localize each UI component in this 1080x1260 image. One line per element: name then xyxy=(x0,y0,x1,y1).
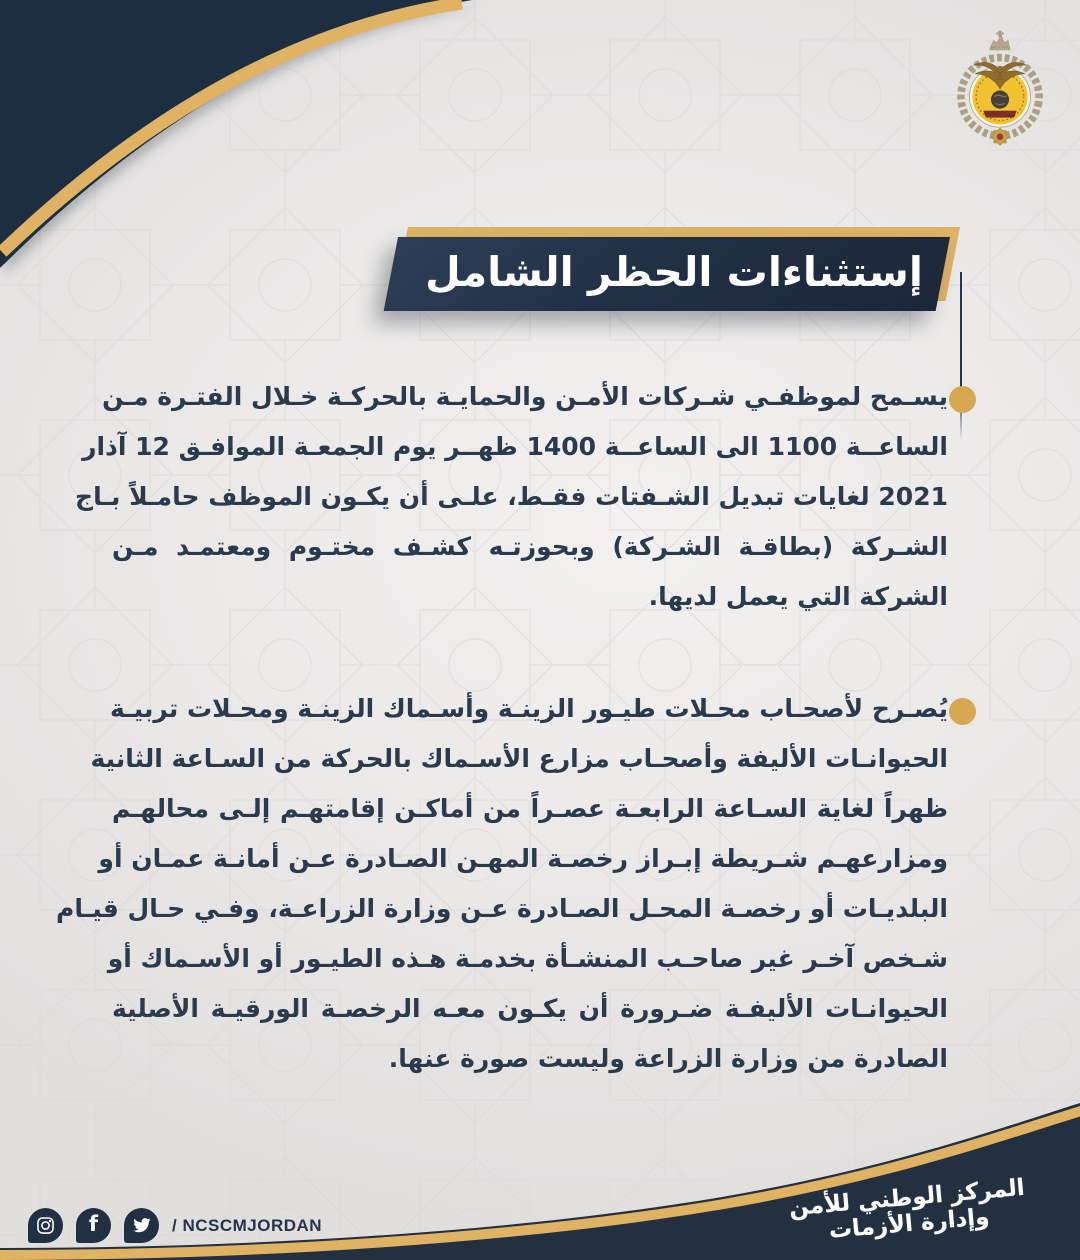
instagram-button[interactable] xyxy=(28,1208,63,1243)
bullet-dot xyxy=(949,386,976,413)
twitter-icon xyxy=(132,1216,151,1235)
royal-eagle-emblem-icon xyxy=(952,30,1048,152)
text-line: الشـركة (بطاقـة الشـركة) وبحوزتـه كشـف مختـوم ومعتمـد مـن xyxy=(112,532,948,561)
text-line: 2021 لغايات تبديل الشـفتات فقـط، علـى أن يكـون الموظف حامـلاً بـاج xyxy=(75,482,948,511)
bullet-paragraph-2 xyxy=(56,684,948,1084)
text-line: يسـمح لموظفـي شـركات الأمـن والحمايـة بالحركـة خـلال الفتـرة مـن xyxy=(102,382,948,411)
text-line: ظهراً لغاية السـاعة الرابعـة عصـراً من أماكـن إقامتهـم إلـى محالهـم xyxy=(112,794,948,823)
bullet-dot xyxy=(949,698,976,725)
text-line: الصادرة من وزارة الزراعة وليست صورة عنها. xyxy=(388,1044,948,1073)
text-line: الساعــة 1100 الى الساعــة 1400 ظهــر يوم الجمعـة الموافـق 12 آذار xyxy=(82,432,948,461)
text-line: يُصـرح لأصحـاب محـلات طيـور الزينـة وأسـماك الزينـة ومحـلات تربيـة xyxy=(110,694,948,723)
text-line: شـخص آخـر غير صاحـب المنشـأة بخدمـة هـذه الطيـور أو الأسـماك أو xyxy=(107,944,948,973)
title-banner xyxy=(398,237,950,311)
instagram-icon xyxy=(36,1216,55,1235)
signature-calligraphy: المركز الوطني للأمن وإدارة الأزمات xyxy=(788,1174,1026,1244)
social-links-row xyxy=(28,1208,326,1243)
text-line: الحيوانـات الأليفـة ضـرورة أن يكـون معـه الرخصـة الورقيـة الأصلية xyxy=(112,994,948,1023)
bullet-paragraph-1 xyxy=(75,372,948,622)
facebook-button[interactable] xyxy=(76,1208,111,1243)
text-line: البلديـات أو رخصـة المحـل الصـادرة عـن وزارة الزراعـة، وفـي حـال قيـام xyxy=(56,894,948,923)
social-handle: / NCSCMJORDAN xyxy=(172,1215,323,1235)
banner-connector-line xyxy=(960,272,962,440)
text-line: الحيوانـات الأليفة وأصحـاب مزارع الأسـماك بالحركة من السـاعة الثانية xyxy=(90,744,948,773)
text-line: الشركة التي يعمل لديها. xyxy=(648,582,948,611)
twitter-button[interactable] xyxy=(124,1208,159,1243)
facebook-icon: f xyxy=(88,1212,99,1236)
text-line: ومزارعهـم شـريطة إبـراز رخصـة المهـن الصـادرة عـن أمانـة عمـان أو xyxy=(98,844,948,873)
page-title: إستثناءات الحظر الشامل xyxy=(425,248,923,296)
